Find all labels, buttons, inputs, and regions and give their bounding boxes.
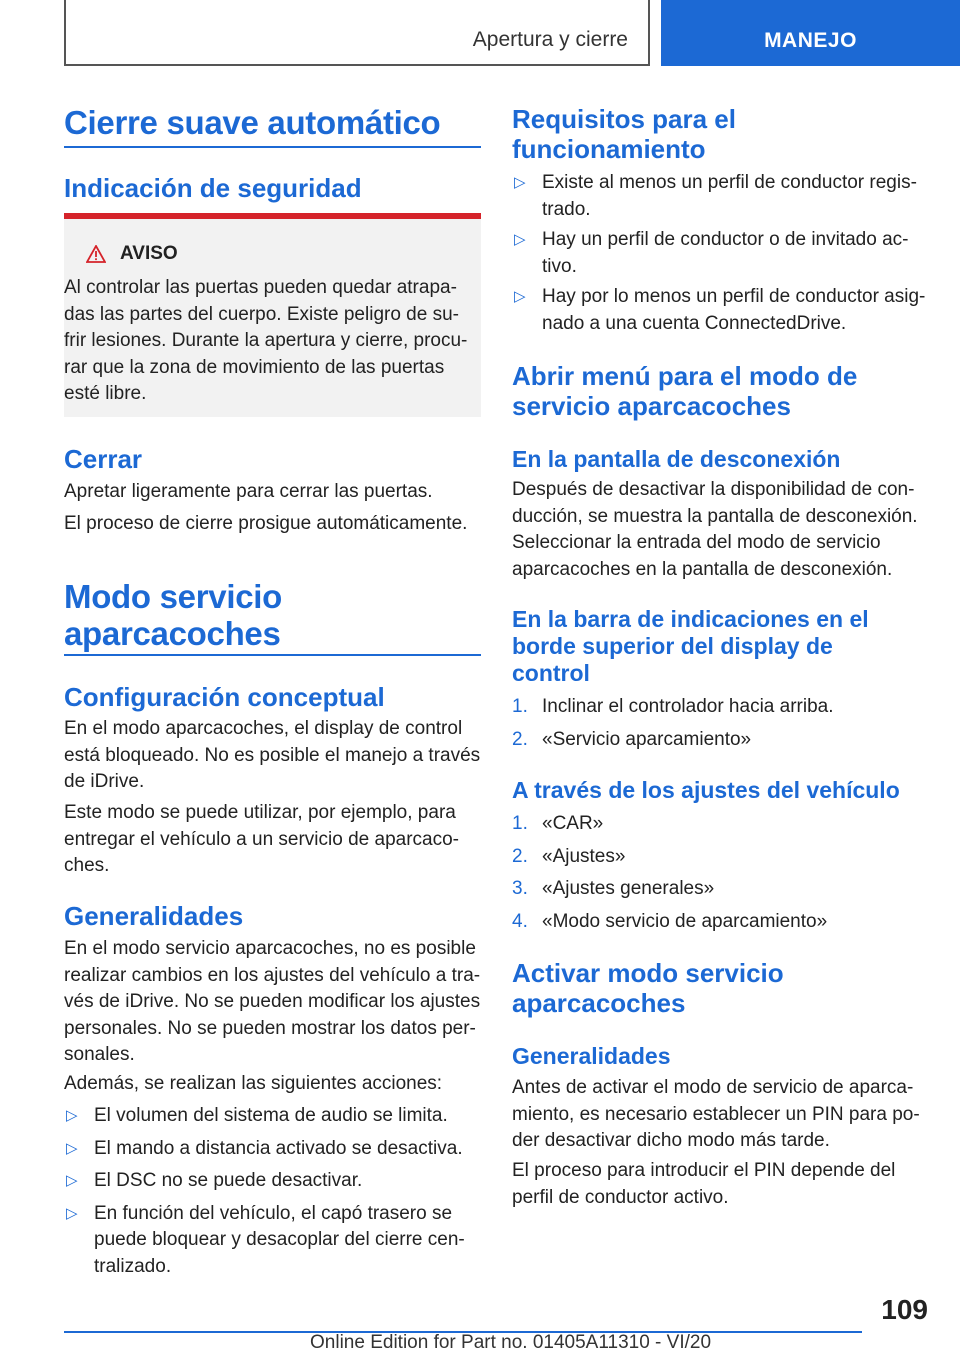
text-line: tivo. bbox=[542, 255, 577, 277]
text-line: puede bloquear y desacoplar del cierre cen- bbox=[94, 1229, 465, 1250]
triangle-bullet-icon: ▷ bbox=[66, 1172, 78, 1189]
heading-line: En la barra de indicaciones en el bbox=[512, 606, 869, 632]
list-item bbox=[64, 1103, 481, 1130]
text-line: de iDrive. bbox=[64, 771, 145, 792]
list-item bbox=[64, 1136, 481, 1163]
heading-line: borde superior del display de bbox=[512, 633, 833, 659]
heading-configuracion: Configuración conceptual bbox=[64, 682, 385, 712]
general-paragraph-2: Además, se realizan las siguientes acciones: bbox=[64, 1073, 443, 1094]
list-item bbox=[512, 170, 932, 223]
heading-rule bbox=[64, 654, 481, 656]
footer-edition: Online Edition for Part no. 01405A11310 - VI/20 bbox=[310, 1332, 712, 1353]
text-line: nado a una cuenta ConnectedDrive. bbox=[542, 312, 847, 334]
heading-line: servicio aparcacoches bbox=[512, 391, 791, 421]
requirements-bullet-list bbox=[512, 170, 932, 337]
heading-ajustes-vehiculo: A través de los ajustes del vehículo bbox=[512, 777, 900, 803]
step-text: «Modo servicio de aparcamiento» bbox=[542, 910, 828, 932]
warning-box bbox=[64, 213, 481, 417]
text-line: der desactivar dicho modo más tarde. bbox=[512, 1130, 830, 1151]
text-line: Existe al menos un perfil de conductor regis- bbox=[542, 172, 917, 193]
general-paragraph-1 bbox=[64, 936, 481, 1069]
text-line: perfil de conductor activo. bbox=[512, 1186, 729, 1208]
heading-line: funcionamiento bbox=[512, 134, 706, 164]
list-item bbox=[512, 727, 932, 754]
text-line: realizar cambios en los ajustes del vehículo a tra- bbox=[64, 964, 481, 986]
config-paragraph-1 bbox=[64, 716, 481, 796]
step-text: «Ajustes generales» bbox=[542, 878, 715, 899]
step-number: 3. bbox=[512, 878, 528, 899]
text-line: personales. No se pueden mostrar los datos per- bbox=[64, 1017, 476, 1039]
ajustes-steps-list bbox=[512, 811, 932, 935]
header-chapter-label: MANEJO bbox=[764, 29, 857, 52]
heading-line: control bbox=[512, 660, 590, 686]
heading-line: Abrir menú para el modo de bbox=[512, 361, 858, 391]
step-text: Inclinar el controlador hacia arriba. bbox=[542, 696, 834, 717]
heading-generalidades: Generalidades bbox=[64, 901, 244, 931]
heading-rule bbox=[64, 146, 481, 148]
pantalla-paragraph bbox=[512, 477, 932, 583]
step-number: 1. bbox=[512, 813, 528, 834]
text-line: Hay por lo menos un perfil de conductor asig- bbox=[542, 286, 926, 307]
header-chapter-tab[interactable] bbox=[661, 0, 960, 66]
text-line: Antes de activar el modo de servicio de aparca- bbox=[512, 1077, 914, 1098]
text-line: trado. bbox=[542, 198, 591, 220]
text-line: ducción, se muestra la pantalla de desconexión. bbox=[512, 505, 918, 527]
list-item bbox=[64, 1201, 481, 1281]
heading-cerrar: Cerrar bbox=[64, 444, 143, 474]
heading-requisitos bbox=[512, 104, 932, 164]
heading-activar-modo bbox=[512, 958, 932, 1018]
heading-line: Activar modo servicio bbox=[512, 958, 784, 988]
text-line: aparcacoches en la pantalla de desconexión. bbox=[512, 558, 893, 580]
cerrar-paragraph-2: El proceso de cierre prosigue automáticamente. bbox=[64, 513, 468, 534]
header-section-box bbox=[64, 0, 650, 66]
text-line: vés de iDrive. No se pueden modificar los ajustes bbox=[64, 991, 481, 1012]
text-line: sonales. bbox=[64, 1044, 135, 1065]
text-line: El DSC no se puede desactivar. bbox=[94, 1170, 363, 1191]
text-line: Hay un perfil de conductor o de invitado ac- bbox=[542, 229, 909, 250]
text-line: En función del vehículo, el capó trasero se bbox=[94, 1202, 453, 1224]
step-number: 2. bbox=[512, 845, 528, 867]
text-line: Después de desactivar la disponibilidad de con- bbox=[512, 479, 915, 500]
text-line: tralizado. bbox=[94, 1255, 172, 1277]
list-item bbox=[512, 909, 932, 936]
list-item bbox=[512, 694, 932, 721]
text-line: miento, es necesario establecer un PIN para po- bbox=[512, 1103, 920, 1125]
config-paragraph-2 bbox=[64, 800, 481, 880]
heading-line: aparcacoches bbox=[64, 615, 281, 652]
triangle-bullet-icon: ▷ bbox=[514, 174, 526, 191]
text-line: Este modo se puede utilizar, por ejemplo, para bbox=[64, 802, 456, 823]
heading-line: aparcacoches bbox=[512, 988, 686, 1018]
list-item bbox=[512, 844, 932, 871]
actions-bullet-list bbox=[64, 1103, 481, 1280]
step-number: 2. bbox=[512, 728, 528, 750]
heading-line: Modo servicio bbox=[64, 578, 282, 615]
list-item bbox=[512, 227, 932, 280]
heading-indicacion-seguridad: Indicación de seguridad bbox=[64, 173, 362, 203]
warning-line: rar que la zona de movimiento de las puertas bbox=[64, 356, 445, 378]
warning-label: AVISO bbox=[120, 243, 178, 264]
text-line: El proceso para introducir el PIN depende del bbox=[512, 1160, 896, 1181]
step-text: «CAR» bbox=[542, 813, 604, 834]
heading-abrir-menu bbox=[512, 361, 932, 421]
heading-pantalla-desconexion: En la pantalla de desconexión bbox=[512, 446, 841, 472]
list-item bbox=[512, 811, 932, 838]
warning-text bbox=[64, 275, 481, 408]
triangle-bullet-icon: ▷ bbox=[66, 1107, 78, 1124]
triangle-bullet-icon: ▷ bbox=[514, 288, 526, 305]
step-number: 4. bbox=[512, 910, 528, 932]
step-text: «Servicio aparcamiento» bbox=[542, 728, 752, 750]
text-line: Seleccionar la entrada del modo de servicio bbox=[512, 532, 881, 553]
list-item bbox=[512, 284, 932, 337]
heading-line: Requisitos para el bbox=[512, 104, 736, 134]
heading-generalidades-2: Generalidades bbox=[512, 1043, 671, 1069]
heading-modo-servicio bbox=[64, 578, 481, 652]
text-line: entregar el vehículo a un servicio de aparcaco- bbox=[64, 828, 460, 850]
list-item bbox=[512, 876, 932, 903]
text-line: está bloqueado. No es posible el manejo a través bbox=[64, 744, 481, 766]
text-line: En el modo aparcacoches, el display de control bbox=[64, 718, 463, 739]
text-line: El mando a distancia activado se desactiva. bbox=[94, 1137, 463, 1159]
warning-line: das las partes del cuerpo. Existe peligro de su- bbox=[64, 303, 459, 325]
warning-line: Al controlar las puertas pueden quedar atrapa- bbox=[64, 277, 457, 298]
barra-steps-list bbox=[512, 694, 932, 753]
warning-line: esté libre. bbox=[64, 383, 147, 404]
warning-line: frir lesiones. Durante la apertura y cierre, procu- bbox=[64, 330, 468, 351]
triangle-bullet-icon: ▷ bbox=[66, 1139, 78, 1157]
general2-paragraph-2 bbox=[512, 1158, 932, 1211]
header-section-title: Apertura y cierre bbox=[472, 28, 628, 51]
triangle-bullet-icon: ▷ bbox=[514, 231, 526, 248]
general2-paragraph-1 bbox=[512, 1075, 932, 1155]
heading-cierre-suave: Cierre suave automático bbox=[64, 104, 441, 141]
text-line: El volumen del sistema de audio se limita. bbox=[94, 1105, 448, 1126]
page-number: 109 bbox=[881, 1294, 928, 1325]
text-line: En el modo servicio aparcacoches, no es posible bbox=[64, 938, 476, 959]
triangle-bullet-icon: ▷ bbox=[66, 1204, 78, 1222]
step-text: «Ajustes» bbox=[542, 845, 626, 867]
warning-title bbox=[86, 243, 178, 265]
step-number: 1. bbox=[512, 696, 528, 717]
warning-triangle-icon bbox=[86, 245, 106, 263]
list-item bbox=[64, 1168, 481, 1195]
cerrar-paragraph-1: Apretar ligeramente para cerrar las puertas. bbox=[64, 481, 433, 502]
text-line: ches. bbox=[64, 855, 110, 876]
heading-barra-indicaciones bbox=[512, 606, 932, 687]
